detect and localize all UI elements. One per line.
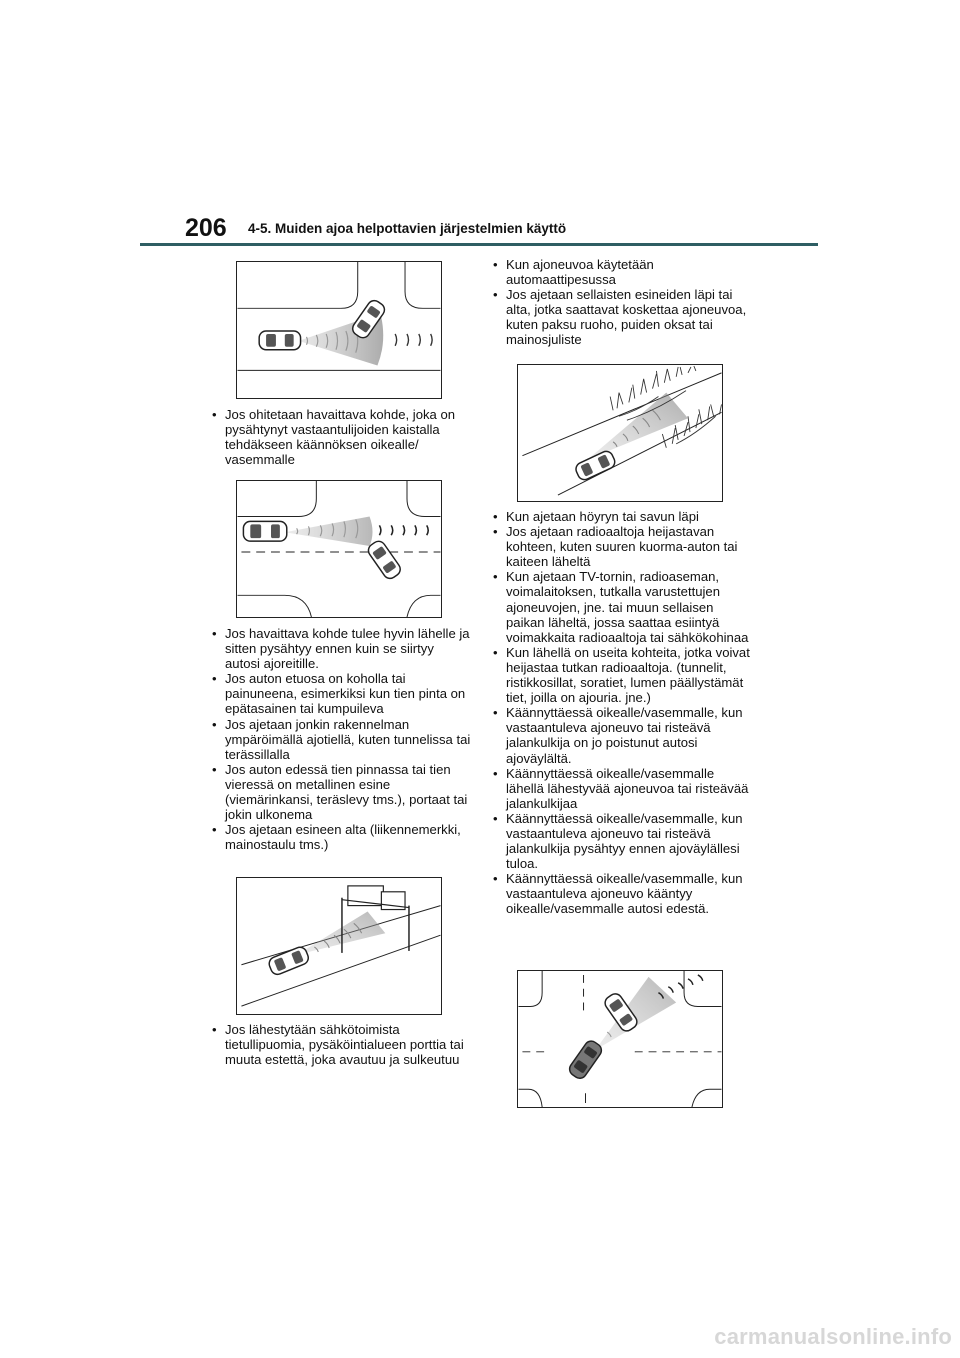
section-title: 4-5. Muiden ajoa helpottavien järjestelmien käyttö [248, 221, 567, 236]
bullet-list-left-2 [212, 626, 472, 852]
list-item: • Jos havaittava kohde tulee hyvin lähelle ja sitten pysähtyy ennen kuin se siirtyy autosi ajoreitille. [212, 626, 472, 671]
bullet-list-left-3 [212, 1022, 472, 1067]
illustration-oncoming-vehicle-turning [517, 970, 723, 1108]
list-item: • Kun ajetaan TV-tornin, radioaseman, voimalaitoksen, tutkalla varustettujen ajoneuvojen, jne. tai muun sellaisen paikan läheltä, jossa saattaa esiintyä voimakkaita radioaaltoja tai sähkökohinaa [493, 569, 755, 644]
list-item: • Jos lähestytään sähkötoimista tietullipuomia, pysäköintialueen porttia tai muuta estettä, joka avautuu ja sulkeutuu [212, 1022, 472, 1067]
illustration-overhead-sign [236, 877, 442, 1015]
illustration-target-stops-near-path [236, 480, 442, 618]
bullet-list-right-2 [493, 509, 755, 917]
list-item: • Käännyttäessä oikealle/vasemmalle, kun vastaantuleva ajoneuvo tai risteävä jalankulkija on jo poistunut autosi ajoväylältä. [493, 705, 755, 765]
list-item: • Kun ajoneuvoa käytetään automaattipesussa [493, 257, 755, 287]
header-rule [140, 243, 818, 246]
list-item: • Jos auton edessä tien pinnassa tai tien vieressä on metallinen esine (viemärinkansi, teräslevy tms.), portaat tai jokin ulkonema [212, 762, 472, 822]
list-item: • Kun lähellä on useita kohteita, jotka voivat heijastaa tutkan radioaaltoja. (tunnelit, ristikkosillat, soratiet, lumen päällystämät tiet, joilla on ajouria. jne.) [493, 645, 755, 705]
list-item: • Jos ajetaan sellaisten esineiden läpi tai alta, jotka saattavat koskettaa ajoneuvoa, kuten paksu ruoho, puiden oksat tai mainosjuliste [493, 287, 755, 347]
watermark: carmanualsonline.info [714, 1324, 952, 1349]
page-number: 206 [185, 214, 227, 242]
list-item: • Jos ajetaan radioaaltoja heijastavan kohteen, kuten suuren kuorma-auton tai kaiteen läheltä [493, 524, 755, 569]
list-item: • Käännyttäessä oikealle/vasemmalle, kun vastaantuleva ajoneuvo tai risteävä jalankulkija pysähtyy ennen ajoväylällesi tuloa. [493, 811, 755, 871]
list-item: • Jos ajetaan esineen alta (liikennemerkki, mainostaulu tms.) [212, 822, 472, 852]
illustration-intersection-turning-car [236, 261, 442, 399]
list-item: • Käännyttäessä oikealle/vasemmalle, kun vastaantuleva ajoneuvo kääntyy oikealle/vasemmalle autosi edestä. [493, 871, 755, 916]
list-item: • Jos auton etuosa on koholla tai painuneena, esimerkiksi kun tien pinta on epätasainen tai kumpuileva [212, 671, 472, 716]
list-item: • Kun ajetaan höyryn tai savun läpi [493, 509, 755, 524]
list-item: • Jos ajetaan jonkin rakennelman ympäröimällä ajotiellä, kuten tunnelissa tai terässillalla [212, 717, 472, 762]
bullet-list-right-1 [493, 257, 755, 348]
list-item: • Käännyttäessä oikealle/vasemmalle lähellä lähestyvää ajoneuvoa tai risteävää jalankulkijaa [493, 766, 755, 811]
illustration-tall-grass [517, 364, 723, 502]
list-item: • Jos ohitetaan havaittava kohde, joka on pysähtynyt vastaantulijoiden kaistalla tehdäkseen käännöksen oikealle/ vasemmalle [212, 407, 472, 467]
bullet-list-left-1 [212, 407, 472, 467]
